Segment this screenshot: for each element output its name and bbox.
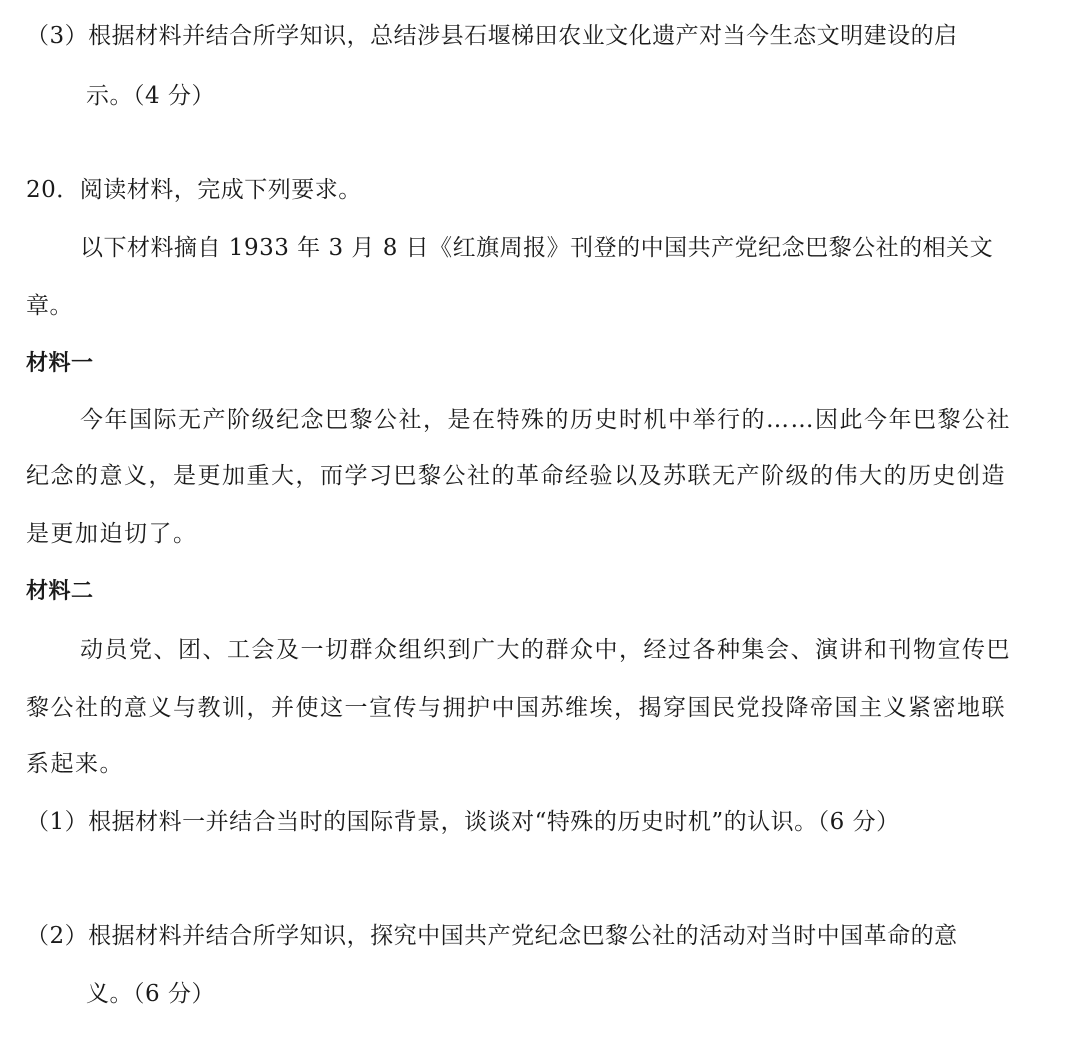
question-20-2-line2: 义。（6 分） <box>86 981 215 1007</box>
material1-line2: 纪念的意义，是更加重大，而学习巴黎公社的革命经验以及苏联无产阶级的伟大的历史创造 <box>26 463 1006 489</box>
material2-title: 材料二 <box>26 579 94 604</box>
material2-line2: 黎公社的意义与教训，并使这一宣传与拥护中国苏维埃，揭穿国民党投降帝国主义紧密地联 <box>26 695 1006 721</box>
material1-title: 材料一 <box>26 351 94 376</box>
material2-line3: 系起来。 <box>26 751 124 777</box>
question-20-2-line1: （2）根据材料并结合所学知识，探究中国共产党纪念巴黎公社的活动对当时中国革命的意 <box>26 923 958 949</box>
question-19-3-line1: （3）根据材料并结合所学知识，总结涉县石堰梯田农业文化遗产对当今生态文明建设的启 <box>26 23 958 49</box>
intro-line1: 以下材料摘自 1933 年 3 月 8 日《红旗周报》刊登的中国共产党纪念巴黎公社的相关文 <box>80 235 994 261</box>
question-19-3-line2: 示。（4 分） <box>86 83 215 109</box>
material1-line1: 今年国际无产阶级纪念巴黎公社，是在特殊的历史时机中举行的……因此今年巴黎公社 <box>80 407 1011 433</box>
intro-line2: 章。 <box>26 293 73 319</box>
material2-line1: 动员党、团、工会及一切群众组织到广大的群众中，经过各种集会、演讲和刊物宣传巴 <box>80 637 1011 663</box>
question-20-heading: 20．阅读材料，完成下列要求。 <box>26 177 362 203</box>
question-20-1: （1）根据材料一并结合当时的国际背景，谈谈对“特殊的历史时机”的认识。（6 分） <box>26 809 900 835</box>
material1-line3: 是更加迫切了。 <box>26 521 198 547</box>
